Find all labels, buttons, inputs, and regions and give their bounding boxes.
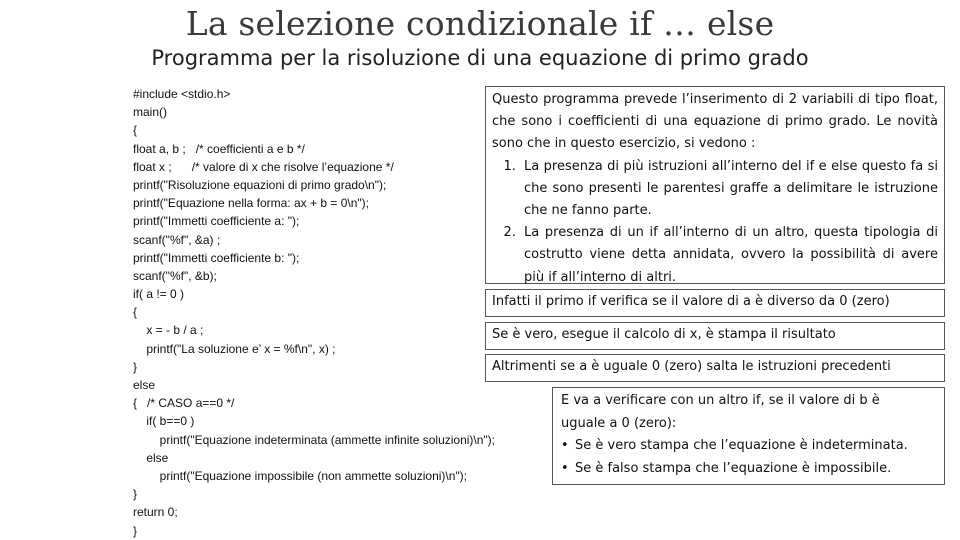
nested-bullet-item [561,435,936,458]
code-line: main() [133,105,168,120]
code-line: else [133,450,169,465]
true-branch-explanation-box: Se è vero, esegue il calcolo di x, è stampa il risultato [485,322,945,350]
code-line: return 0; [133,505,178,520]
code-line: printf("Immetti coefficiente a: "); [133,214,300,229]
code-line: printf("Equazione indeterminata (ammette infinite soluzioni)\n"); [133,432,496,447]
else-explanation-box: Altrimenti se a è uguale 0 (zero) salta le istruzioni precedenti [485,354,945,382]
bullet-text: Se è vero stampa che l’equazione è indeterminata. [575,438,908,453]
code-listing [133,85,495,540]
program-description-box [485,86,945,284]
code-line: float x ; /* valore di x che risolve l’equazione */ [133,159,394,174]
slide-subtitle: Programma per la risoluzione di una equazione di primo grado [151,46,809,70]
code-line: x = - b / a ; [133,323,204,338]
code-line: } [133,523,138,538]
novelty-list [492,156,938,289]
code-line: { [133,123,138,138]
code-line: float a, b ; /* coefficienti a e b */ [133,141,305,156]
novelty-item: 1. La presenza di più istruzioni all’interno del if e else questo fa si che sono presenti le parentesi graffe a delimitare le istruzione che ne fanno parte. [520,156,938,223]
code-line: { [133,305,138,320]
code-line: { /* CASO a==0 */ [133,396,235,411]
bullet-icon: • [561,438,569,453]
description-intro: Questo programma prevede l’inserimento di 2 variabili di tipo float, che sono i coefficienti di una equazione di primo grado. Le novità sono che in questo esercizio, si vedono : [492,92,938,152]
code-line: printf("Equazione nella forma: ax + b = 0\n"); [133,196,369,211]
code-line: else [133,378,156,392]
code-line: } [133,487,138,502]
nested-line: uguale a 0 (zero): [561,415,677,431]
nested-if-explanation-box [552,387,945,485]
if-explanation-box: Infatti il primo if verifica se il valore di a è diverso da 0 (zero) [485,289,945,317]
nested-bullet-item [561,458,936,481]
code-line: printf("La soluzione e’ x = %f\n", x) ; [133,341,336,356]
bullet-icon: • [561,460,569,476]
code-line: printf("Risoluzione equazioni di primo grado\n"); [133,177,387,192]
code-line: if( a != 0 ) [133,287,185,302]
slide-title: La selezione condizionale if … else [185,4,775,43]
code-line: printf("Immetti coefficiente b: "); [133,250,300,265]
code-line: scanf("%f", &a) ; [133,232,221,247]
nested-line: E va a verificare con un altro if, se il valore di b è [561,393,880,408]
bullet-text: Se è falso stampa che l’equazione è impossibile. [575,460,892,476]
code-line: if( b==0 ) [133,414,195,429]
code-line: #include <stdio.h> [133,87,231,101]
code-line: printf("Equazione impossibile (non ammette soluzioni)\n"); [133,468,467,483]
code-line: scanf("%f", &b); [133,268,217,283]
code-line: } [133,359,138,374]
novelty-item: 2. La presenza di un if all’interno di un altro, questa tipologia di costrutto viene detta annidata, ovvero la possibilità di avere più if all’interno di altri. [520,222,938,289]
